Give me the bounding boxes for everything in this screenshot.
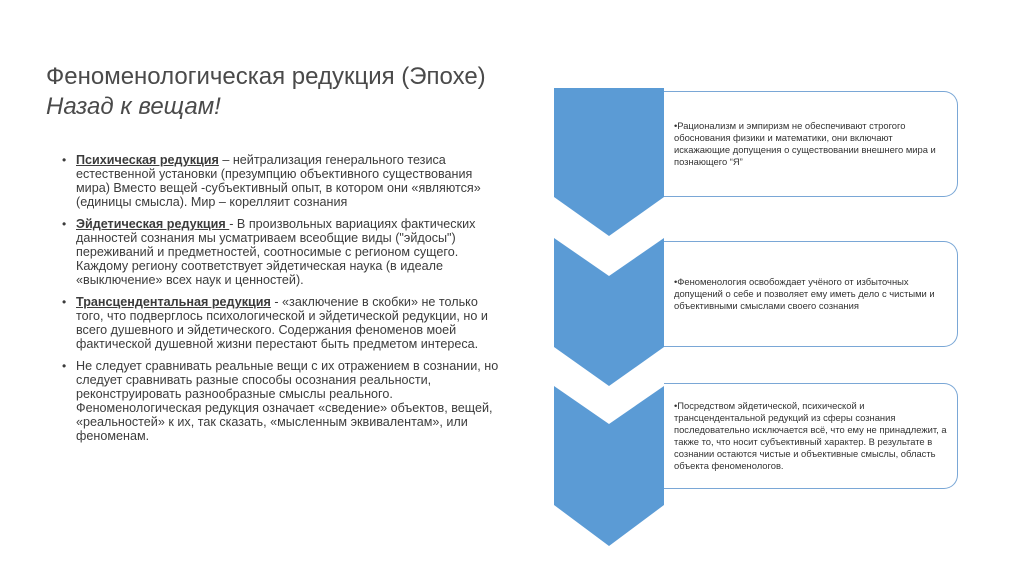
- card-rationalism: [664, 91, 958, 197]
- bullet-dot: •: [62, 153, 67, 167]
- card-phenomenology: [664, 241, 958, 347]
- bullet-text: – нейтрализация генерального тезиса естественной установки (презумпцию объективного существования мира) Вместо вещей -субъективный опыт, в котором они «являются» (единицы смысла). Мир – корелляит сознания: [76, 153, 481, 209]
- bullet-term: Трансцендентальная редукция: [76, 295, 271, 309]
- chevron-1: [554, 88, 664, 236]
- card-text: •Рационализм и эмпиризм не обеспечивают строгого обоснования физики и математики, они включают искажающие допущения о существовании внешнего мира и познающего “Я”: [674, 120, 936, 167]
- title-subtitle: Назад к вещам!: [46, 93, 221, 120]
- chevron-3: [554, 386, 664, 546]
- bullet-text: - «заключение в скобки» не только того, что подверглось психологической и эйдетической редукции, но и всего душевного и эйдетического. Содержания феноменов моей фактической душевной жизни перестают быть предметом интереса.: [76, 295, 488, 351]
- card-text: •Феноменология освобождает учёного от избыточных допущений о себе и позволяет ему иметь дело с чистыми и объективными смыслами своего сознания: [674, 276, 935, 311]
- bullet-text: Не следует сравнивать реальные вещи с их отражением в сознании, но следует сравнивать разные способы осознания реальности, реконструировать разнообразные смыслы реального. Феноменологическая редукция означает «сведение» объектов, вещей, «реальностей» к их, так сказать, «мысленным эквивалентам», или феноменам.: [76, 359, 499, 443]
- bullet-dot: •: [62, 359, 67, 373]
- bullet-term: Психическая редукция: [76, 153, 219, 167]
- chevron-2: [554, 238, 664, 386]
- title-main: Феноменологическая редукция (Эпохе): [46, 63, 486, 90]
- bullet-text: - В произвольных вариациях фактических данностей сознания мы усматриваем всеобщие виды ("эйдосы") переживаний и предметностей, соотносимые с регионом сущего. Каждому региону соответствует эйдетическая наука (в идеале «выключение» всех наук и ценностей).: [76, 217, 476, 287]
- card-reductions: [664, 383, 958, 489]
- bullet-dot: •: [62, 295, 67, 309]
- bullet-term: Эйдетическая редукция: [76, 217, 230, 231]
- bullet-dot: •: [62, 217, 67, 231]
- card-text: •Посредством эйдетической, психической и трансцендентальной редукций из сферы сознания последовательно исключается всё, что ему не принадлежит, а также то, что носит субъективный характер. В результате в сознании остаются чистые и объективные смыслы, область объекта феноменологов.: [674, 400, 947, 471]
